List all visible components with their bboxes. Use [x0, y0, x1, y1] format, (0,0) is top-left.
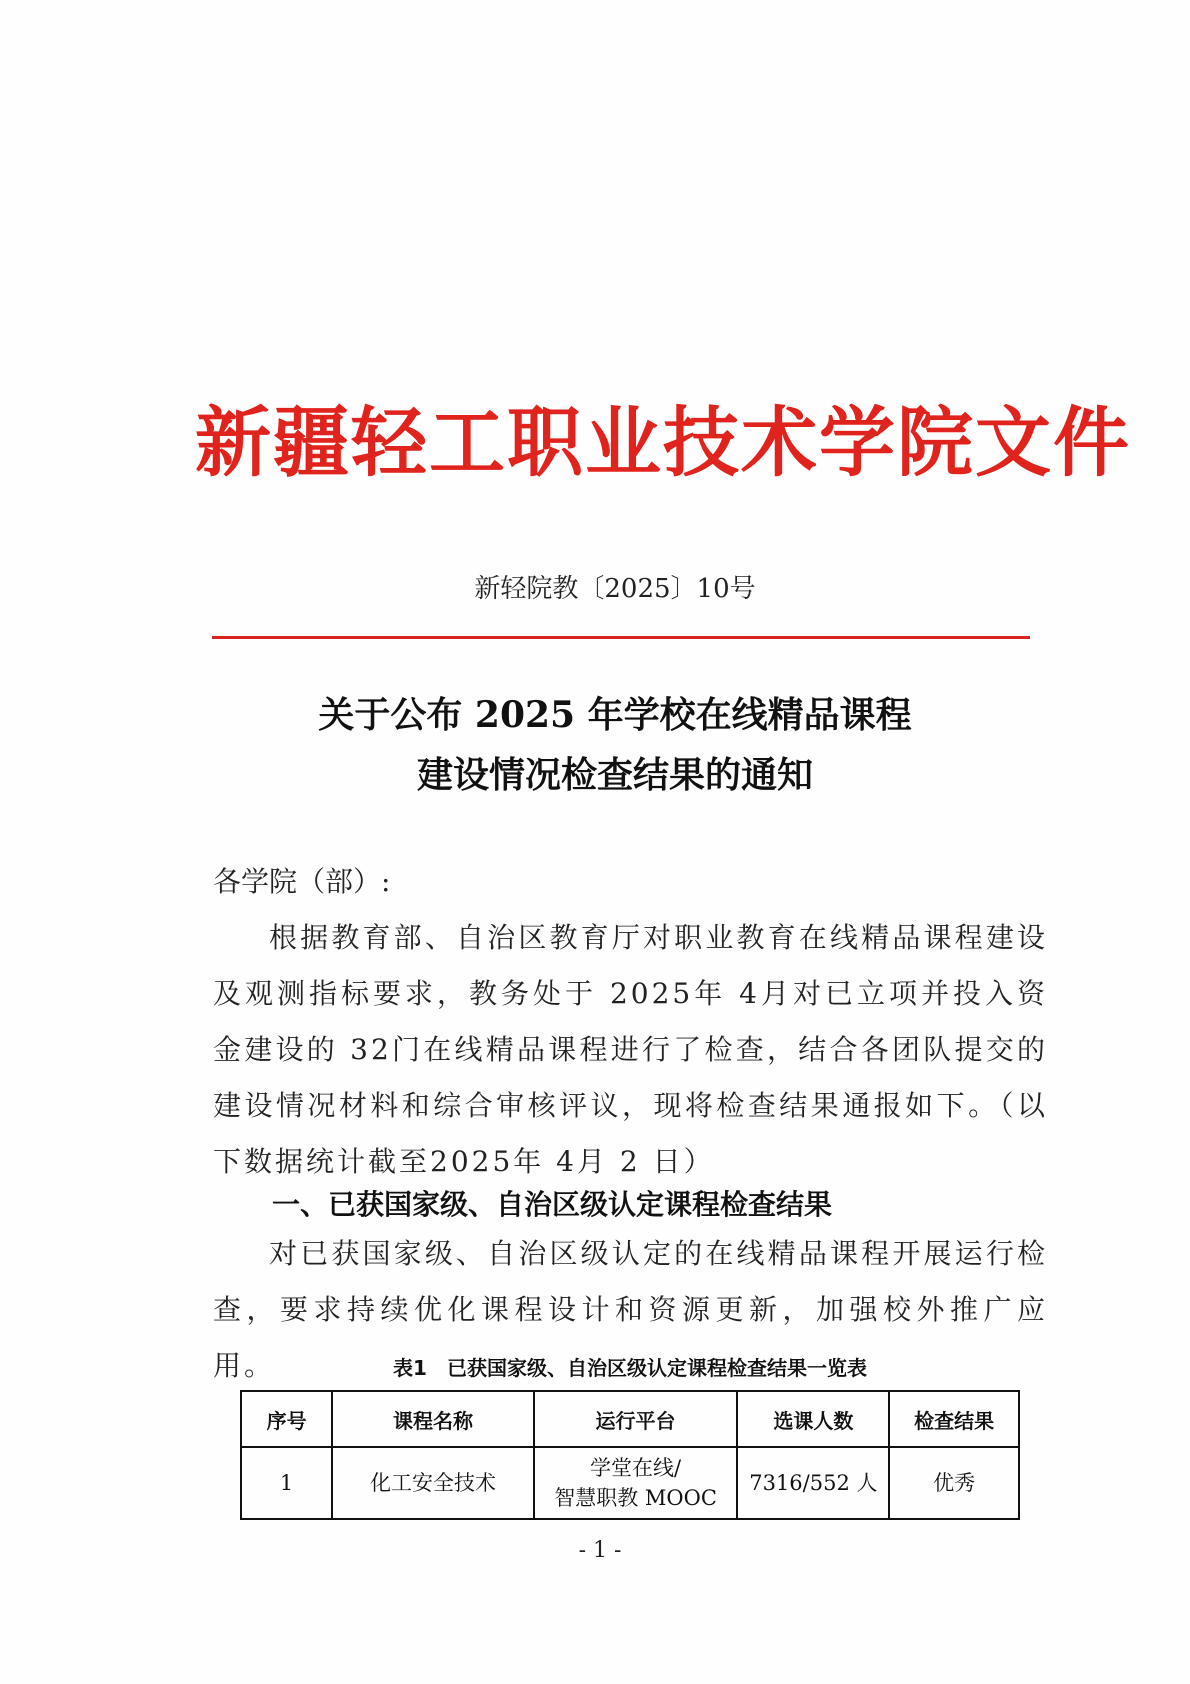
header-seq: 序号: [241, 1391, 332, 1447]
table-1: [240, 1390, 1020, 1520]
cell-course-name: 化工安全技术: [332, 1447, 534, 1519]
page-number: - 1 -: [578, 1538, 622, 1563]
salutation: 各学院（部）:: [213, 865, 391, 898]
cell-platform: [534, 1447, 738, 1519]
cell-platform-line-1: 学堂在线/: [590, 1456, 682, 1480]
table-1-caption: 表1 已获国家级、自治区级认定课程检查结果一览表: [393, 1356, 867, 1380]
cell-enrollment: 7316/552 人: [737, 1447, 889, 1519]
header-result: 检查结果: [889, 1391, 1019, 1447]
notice-title-line-2: 建设情况检查结果的通知: [416, 754, 813, 796]
table-header-row: [241, 1391, 1019, 1447]
cell-seq: 1: [241, 1447, 332, 1519]
document-number: 新轻院教〔2025〕10号: [474, 574, 756, 604]
header-platform: 运行平台: [534, 1391, 738, 1447]
header-course-name: 课程名称: [332, 1391, 534, 1447]
header-enrollment: 选课人数: [737, 1391, 889, 1447]
cell-platform-line-2: 智慧职教 MOOC: [554, 1486, 717, 1510]
red-divider-line: [212, 636, 1030, 639]
paragraph-2: 对已获国家级、自治区级认定的在线精品课程开展运行检查，要求持续优化课程设计和资源更新，加强校外推广应用。: [213, 1237, 1048, 1382]
issuer-title: 新疆轻工职业技术学院文件: [195, 398, 1131, 487]
notice-title-line-1: 关于公布 2025 年学校在线精品课程: [318, 694, 912, 736]
table-row: [241, 1447, 1019, 1519]
cell-result: 优秀: [889, 1447, 1019, 1519]
section-1-heading: 一、已获国家级、自治区级认定课程检查结果: [272, 1188, 833, 1221]
paragraph-1: 根据教育部、自治区教育厅对职业教育在线精品课程建设及观测指标要求，教务处于 2025年 4月对已立项并投入资金建设的 32门在线精品课程进行了检查，结合各团队提交的建设情况材料和综合审核评议，现将检查结果通报如下。（以下数据统计截至2025年 4月 2 日）: [213, 921, 1048, 1178]
notice-title: [200, 685, 1030, 805]
